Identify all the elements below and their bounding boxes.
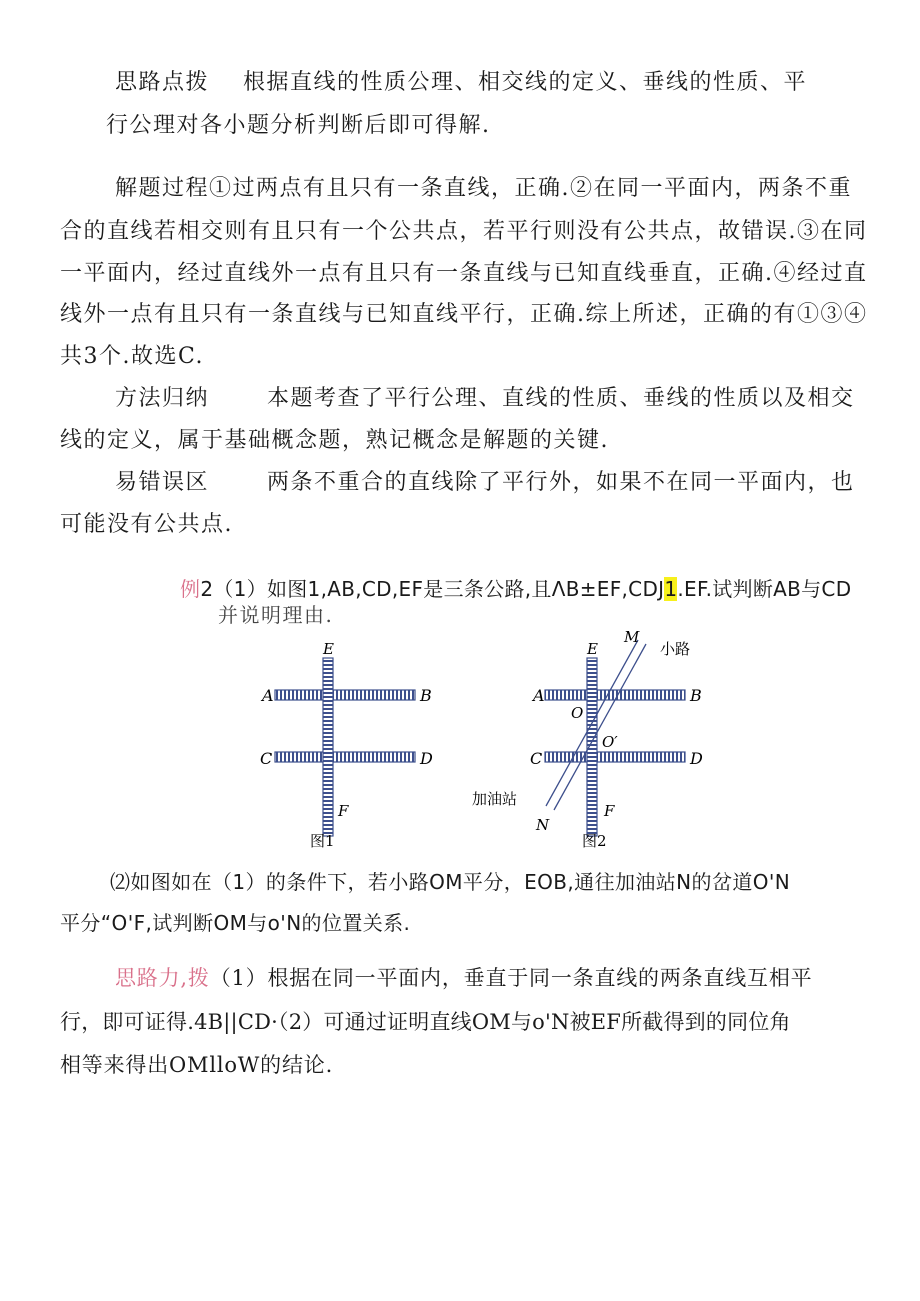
highlight-mark: 1 [664, 577, 678, 601]
question2-line-2: 平分“O'F,试判断OM与o'N的位置关系. [60, 911, 411, 935]
label-b: B [420, 686, 432, 705]
hint-line-3: 相等来得出OMlloW的结论. [60, 1053, 334, 1077]
label-o: O [571, 704, 584, 722]
pitfall-label: 易错误区 [115, 470, 210, 495]
hint-label: 思路力,拨 [115, 966, 210, 990]
label-a-2: A [533, 686, 545, 705]
analysis-label: 思路点拨 [115, 70, 210, 95]
label-e: E [323, 640, 334, 658]
method-line-2: 线的定义，属于基础概念题，熟记概念是解题的关键. [60, 428, 609, 453]
hint-line-1: 思路力,拨（1）根据在同一平面内，垂直于同一条直线的两条直线互相平 [115, 966, 813, 990]
label-b-2: B [690, 686, 702, 705]
fig1-caption: 图1 [310, 832, 335, 850]
label-m: M [624, 628, 640, 646]
method-line-1: 方法归纳 本题考查了平行公理、直线的性质、垂线的性质以及相交 [115, 386, 855, 411]
analysis-line-1: 思路点拨 根据直线的性质公理、相交线的定义、垂线的性质、平 [115, 70, 808, 95]
method-label: 方法归纳 [115, 386, 210, 411]
analysis-line-2: 行公理对各小题分析判断后即可得解. [106, 113, 491, 138]
label-d-2: D [690, 749, 703, 768]
solution-line-1: 解题过程①过两点有且只有一条直线，正确.②在同一平面内，两条不重 [115, 176, 852, 201]
fig2-caption: 图2 [582, 832, 607, 850]
pitfall-line-1: 易错误区 两条不重合的直线除了平行外，如果不在同一平面内，也 [115, 470, 855, 495]
label-a: A [262, 686, 274, 705]
station-label: 加油站 [472, 790, 518, 808]
label-c: C [260, 749, 273, 768]
example-line-2: 并说明理由. [218, 603, 334, 627]
road-cd [275, 752, 415, 762]
question2-line-1: ⑵如图如在（1）的条件下，若小路OM平分，EOB,通往加油站N的岔道O'N [110, 870, 791, 894]
road-cd-2 [545, 752, 685, 762]
label-f: F [338, 802, 349, 820]
example-tag: 例 [180, 577, 201, 601]
label-e-2: E [587, 640, 598, 658]
pitfall-line-2: 可能没有公共点. [60, 512, 233, 537]
solution-line-2: 合的直线若相交则有且只有一个公共点，若平行则没有公共点，故错误.③在同 [60, 219, 868, 244]
label-c-2: C [530, 749, 543, 768]
road-label: 小路 [660, 640, 691, 658]
label-o-prime: O′ [602, 733, 618, 751]
solution-line-5: 共3个.故选C. [60, 344, 205, 369]
figure-1 [260, 640, 433, 850]
solution-line-4: 线外一点有且只有一条直线与已知直线平行，正确.综上所述，正确的有①③④ [60, 302, 868, 327]
road-ef [323, 658, 333, 836]
solution-line-3: 一平面内，经过直线外一点有且只有一条直线与已知直线垂直，正确.④经过直 [60, 261, 868, 286]
label-f-2: F [604, 802, 615, 820]
label-d: D [420, 749, 433, 768]
road-ab-2 [545, 690, 685, 700]
figure-2 [472, 628, 703, 850]
label-n: N [536, 816, 550, 834]
road-ab [275, 690, 415, 700]
example-line-1: 例2（1）如图1,AB,CD,EF是三条公路,且ΛB±EF,CDJ1.EF.试判断AB与CD [180, 577, 852, 601]
road-figures [240, 628, 710, 858]
hint-line-2: 行，即可证得.4B||CD·（2）可通过证明直线OM与o'N被EF所截得到的同位角 [60, 1010, 791, 1034]
